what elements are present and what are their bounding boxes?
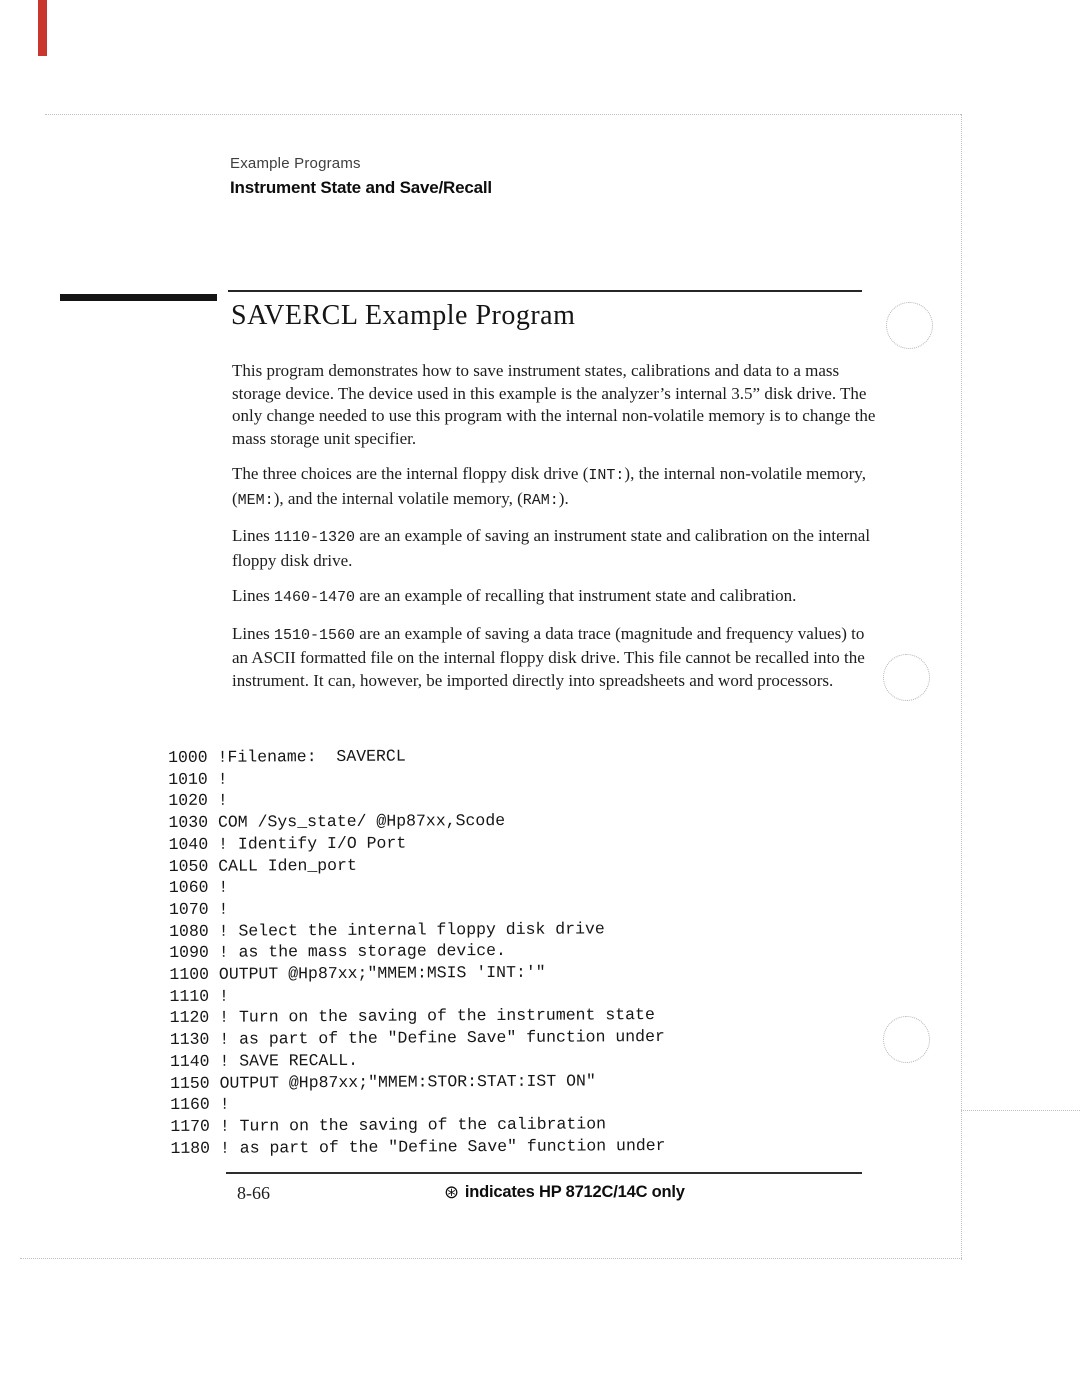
scan-red-mark xyxy=(38,0,47,56)
text-run: are an example of recalling that instrument state and calibration. xyxy=(355,586,797,605)
text-run: This program demonstrates how to save instrument states, calibrations and data to a mass storage device. The device used in this example is the analyzer’s internal 3.5” disk drive. The only change needed to use this program with the internal non-volatile memory is to change the mass storage unit specifier. xyxy=(232,361,876,448)
punch-hole-icon xyxy=(886,302,933,349)
code-line: 1100 OUTPUT @Hp87xx;"MMEM:MSIS 'INT:'" xyxy=(169,962,546,985)
footer-note-text: indicates HP 8712C/14C only xyxy=(464,1183,685,1201)
title-rule xyxy=(228,290,862,292)
inline-code: RAM: xyxy=(522,491,559,509)
title-margin-bar xyxy=(60,294,217,301)
code-line: 1180 ! as part of the "Define Save" function under xyxy=(170,1135,666,1158)
inline-code: INT: xyxy=(588,467,625,484)
text-run: ), the internal non-volatile memory, ( xyxy=(232,464,866,508)
code-line: 1060 ! xyxy=(168,877,229,898)
inline-code: MEM: xyxy=(237,491,274,509)
text-run: Lines xyxy=(232,586,275,605)
code-line: 1040 ! Identify I/O Port xyxy=(168,833,407,854)
paragraph xyxy=(232,585,884,610)
code-line: 1160 ! xyxy=(170,1094,230,1115)
scan-page-edge-bottom xyxy=(20,1258,962,1259)
paragraph xyxy=(232,623,884,693)
punch-hole-icon xyxy=(883,654,930,701)
scan-page-edge-dash xyxy=(961,1110,1080,1111)
scan-page-edge-top xyxy=(45,114,961,115)
text-run: ). xyxy=(558,488,569,508)
code-line: 1000 !Filename: SAVERCL xyxy=(168,746,406,767)
inline-code: 1460-1470 xyxy=(274,589,356,606)
code-line: 1120 ! Turn on the saving of the instrument state xyxy=(169,1005,655,1028)
punch-hole-icon xyxy=(883,1016,930,1063)
code-line: 1140 ! SAVE RECALL. xyxy=(169,1050,359,1071)
running-header xyxy=(230,155,492,199)
code-line: 1130 ! as part of the "Define Save" function under xyxy=(169,1027,665,1050)
paragraph xyxy=(232,463,884,512)
paragraph xyxy=(232,360,884,450)
text-run: ), and the internal volatile memory, ( xyxy=(273,488,523,508)
code-line: 1170 ! Turn on the saving of the calibration xyxy=(170,1114,607,1136)
code-line: 1110 ! xyxy=(169,986,230,1006)
text-run: The three choices are the internal floppy disk drive ( xyxy=(232,464,589,483)
code-line: 1070 ! xyxy=(168,899,229,919)
text-run: are an example of saving a data trace (magnitude and frequency values) to an ASCII formatted file on the internal floppy disk drive. This file cannot be recalled into the instrument. It can, however, be imported directly into spreadsheets and word processors. xyxy=(232,623,865,690)
code-line: 1050 CALL Iden_port xyxy=(168,855,357,876)
footer-rule xyxy=(226,1172,862,1174)
code-line: 1090 ! as the mass storage device. xyxy=(169,941,506,963)
body-paragraphs xyxy=(232,360,884,705)
scan-page-edge-right xyxy=(961,114,962,1260)
inline-code: 1110-1320 xyxy=(274,529,356,546)
breadcrumb: Example Programs xyxy=(230,155,361,172)
code-line: 1080 ! Select the internal floppy disk drive xyxy=(169,918,605,941)
text-run: Lines xyxy=(232,623,275,643)
code-line: 1020 ! xyxy=(168,791,228,811)
footer-note xyxy=(444,1182,685,1203)
code-line: 1010 ! xyxy=(168,769,228,789)
inline-code: 1510-1560 xyxy=(274,626,356,644)
page-number: 8-66 xyxy=(237,1183,270,1203)
section-title: Instrument State and Save/Recall xyxy=(230,177,492,197)
page-title: SAVERCL Example Program xyxy=(231,300,576,331)
text-run: Lines xyxy=(232,526,275,545)
text-run: are an example of saving an instrument state and calibration on the internal floppy disk drive. xyxy=(232,526,871,570)
code-line: 1030 COM /Sys_state/ @Hp87xx,Scode xyxy=(168,811,506,833)
code-line: 1150 OUTPUT @Hp87xx;"MMEM:STOR:STAT:IST ON" xyxy=(169,1070,596,1093)
circled-asterisk-icon: ⊛ xyxy=(444,1182,459,1202)
code-listing xyxy=(168,744,666,1159)
paragraph xyxy=(232,525,884,572)
